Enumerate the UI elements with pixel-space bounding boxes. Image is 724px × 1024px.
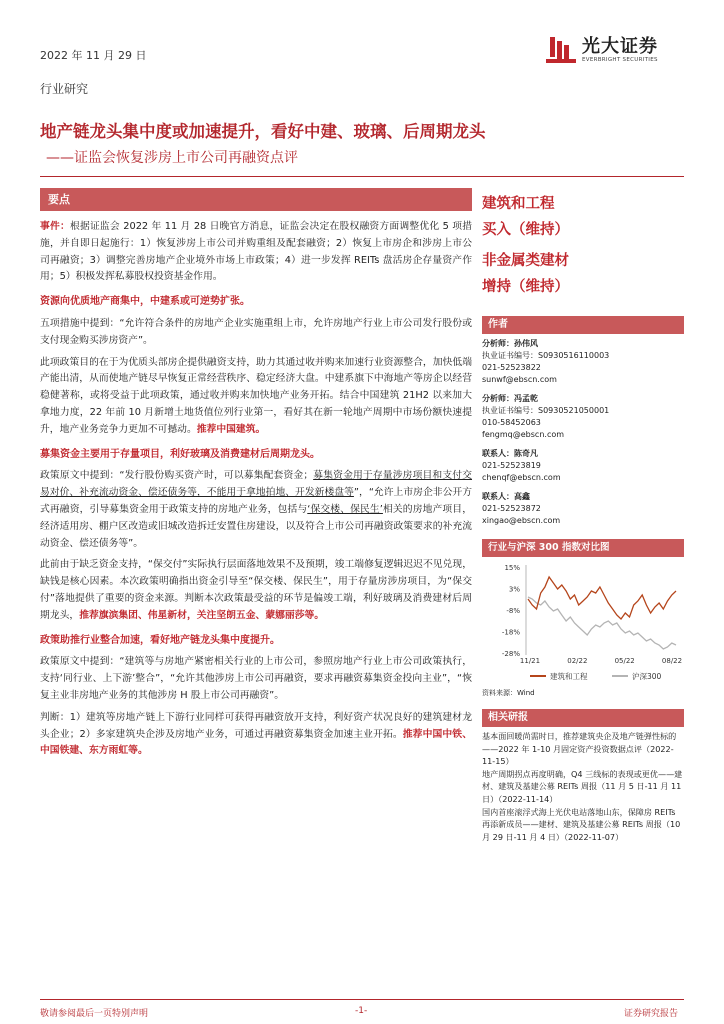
event-paragraph	[40, 219, 472, 286]
contact-role: 联系人：	[482, 492, 514, 501]
y-tick-label: 15%	[504, 564, 520, 572]
section1-recommendation: 推荐中国建筑。	[196, 423, 266, 435]
summary-heading: 要点	[40, 188, 472, 211]
logo-name-cn: 光大证券	[582, 36, 658, 57]
rating-1: 买入（维持）	[482, 222, 569, 238]
analyst-role: 分析师：	[482, 339, 514, 348]
section2-text-d: ‘保交楼、保民生’	[307, 503, 383, 515]
section1-paragraph1: 五项措施中提到：“允许符合条件的房地产企业实施重组上市，允许房地产行业上市公司发行股份或支付现金购买涉房资产”。	[40, 317, 472, 346]
event-text: 根据证监会 2022 年 11 月 28 日晚官方消息，证监会决定在股权融资方面调整优化 5 项措施，并自即日起施行：1）恢复涉房上市公司并购重组及配套融资；2）恢复上市房企和涉房上市公司再融资；3）调整完善房地产企业境外市场上市政策；4）进一步发挥 REITs 盘活房企存量资产作用；5）积极发挥私募股权投资基金作用。	[40, 221, 472, 283]
section2-paragraph2	[40, 557, 472, 624]
x-tick-label: 11/21	[519, 657, 541, 665]
contact-name: 陈奇凡	[514, 449, 538, 458]
footer-divider	[40, 999, 684, 1000]
legend-label: 沪深300	[632, 672, 662, 681]
y-tick-label: -8%	[506, 607, 520, 615]
legend-label: 建筑和工程	[550, 672, 588, 681]
related-item[interactable]: 国内首座滚浮式海上光伏电站落地山东，保障房 REITs 再添新成员——建材、建筑及基建公募 REITs 周报（10 月 29 日-11 月 4 日）（2022-11-07）	[482, 806, 681, 842]
y-tick-label: -28%	[501, 650, 520, 658]
section2-text-c: ”，“允许上市房企非公开方式再融资，引导募集资金用于政策支持的房地产业务，包括与	[40, 487, 472, 515]
section3-recommendation: 推荐中国中铁、中国铁建、东方雨虹等。	[40, 728, 473, 757]
page-number: -1-	[355, 1006, 368, 1016]
section2-text-e: 相关的房地产项目，经济适用房、棚户区改造或旧城改造拆迁安置住房建设，以及符合上市公司再融资政策要求的补充流动资金、偿还债务等”。	[40, 503, 472, 549]
report-category: 行业研究	[40, 82, 89, 96]
section3-heading: 政策助推行业整合加速，看好地产链龙头集中度提升。	[40, 634, 280, 646]
analyst-cert: 执业证书编号：S0930521050001	[482, 406, 610, 415]
analyst-email[interactable]: sunwf@ebscn.com	[482, 375, 557, 384]
series-line-industry	[528, 577, 676, 619]
analyst-phone: 021-52523822	[482, 363, 541, 372]
x-tick-label: 02/22	[567, 657, 588, 665]
main-column	[40, 188, 472, 760]
contact-phone: 021-52523872	[482, 504, 541, 513]
author-heading: 作者	[482, 316, 684, 334]
contact-email[interactable]: chenqf@ebscn.com	[482, 473, 561, 482]
everbright-logo-icon	[546, 35, 576, 65]
section2-heading: 募集资金主要用于存量项目，利好玻璃及消费建材后周期龙头。	[40, 448, 320, 460]
y-tick-label: 3%	[508, 585, 520, 594]
related-item[interactable]: 基本面回暖尚需时日，推荐建筑央企及地产链弹性标的——2022 年 1-10 月固定资产投资数据点评（2022-11-15）	[482, 731, 677, 767]
footer-disclaimer: 敬请参阅最后一页特别声明	[40, 1009, 149, 1019]
contact-1	[482, 448, 684, 484]
y-tick-label: -18%	[501, 628, 520, 637]
report-subtitle: ——证监会恢复涉房上市公司再融资点评	[46, 150, 298, 166]
section2-text-b: 募集资金用于存量涉房项目和支付交易对价、补充流动资金、偿还债务等，不能用于拿地拍地、开发新楼盘等	[40, 470, 473, 499]
analyst-email[interactable]: fengmq@ebscn.com	[482, 430, 565, 439]
title-divider	[40, 176, 684, 177]
report-date: 2022 年 11 月 29 日	[40, 49, 147, 62]
analyst-2	[482, 393, 684, 441]
series-line-hs300	[528, 597, 676, 649]
rating-2: 增持（维持）	[482, 279, 569, 295]
contact-name: 高鑫	[514, 492, 530, 501]
industry-2: 非金属类建材	[482, 253, 569, 269]
index-comparison-chart	[482, 559, 684, 687]
contact-role: 联系人：	[482, 449, 514, 458]
contact-phone: 021-52523819	[482, 461, 541, 470]
related-list	[482, 730, 684, 843]
logo-name-en: EVERBRIGHT SECURITIES	[582, 57, 658, 63]
section2-recommendation: 推荐旗滨集团、伟星新材，关注坚朗五金、蒙娜丽莎等。	[79, 609, 325, 621]
section2-paragraph1	[40, 468, 472, 552]
analyst-name: 冯孟乾	[514, 394, 538, 403]
industry-1: 建筑和工程	[482, 196, 555, 212]
x-tick-label: 05/22	[614, 657, 635, 665]
event-label: 事件：	[40, 221, 70, 232]
logo	[546, 35, 658, 65]
sidebar	[482, 188, 684, 843]
contact-email[interactable]: xingao@ebscn.com	[482, 516, 561, 525]
chart-title: 行业与沪深 300 指数对比图	[482, 539, 684, 557]
contact-2	[482, 491, 684, 527]
section1-heading: 资源向优质地产商集中，中建系或可逆势扩张。	[40, 296, 250, 308]
section1-paragraph2-text: 此项政策目的在于为优质头部房企提供融资支持，助力其通过收并购来加速行业资源整合，加快低端产能出清，从而使地产链尽早恢复正常经营秩序、稳定经济大盘。中建系旗下中海地产等房企以经营稳健著称，或将受益于此项政策，通过收并购来加快地产业务开拓。结合中国建筑 21H2 以来加大拿地力度，22 年前 10 月新增土地货值位列行业第一，看好其在新一轮地产周期中市场份额快速提升，地产业务竞争力更加不可撼动。	[40, 356, 472, 435]
chart-source: 资料来源：Wind	[482, 689, 535, 697]
section3-paragraph2	[40, 710, 472, 760]
analyst-1	[482, 338, 684, 386]
analyst-phone: 010-58452063	[482, 418, 541, 427]
analyst-cert: 执业证书编号：S0930516110003	[482, 351, 610, 360]
section2-paragraph2-text: 此前由于缺乏资金支持，“保交付”实际执行层面落地效果不及预期，竣工端修复逻辑迟迟不见兑现，缺钱是核心因素。本次政策明确指出资金引导至“保交楼、保民生”，用于存量房涉房项目，为“保交付”落地提供了重要的资金来源。判断本次政策最受益的环节是偏竣工端，利好玻璃及消费建材后周期龙头，	[40, 559, 472, 621]
section2-text-a: 政策原文中提到：“发行股份购买资产时，可以募集配套资金；	[40, 470, 314, 482]
section3-paragraph1: 政策原文中提到：“建筑等与房地产紧密相关行业的上市公司，参照房地产行业上市公司政策执行，支持‘同行业、上下游’整合”，“允许其他涉房上市公司再融资，要求再融资募集资金投向主业”，“恢复主业非房地产业务的其他涉房 H 股上市公司再融资”。	[40, 656, 472, 701]
x-tick-label: 08/22	[661, 657, 683, 665]
analyst-role: 分析师：	[482, 394, 514, 403]
section1-paragraph2	[40, 355, 472, 439]
related-heading: 相关研报	[482, 709, 684, 727]
report-title: 地产链龙头集中度或加速提升，看好中建、玻璃、后周期龙头	[40, 122, 486, 141]
footer-report-type: 证券研究报告	[624, 1009, 679, 1019]
related-item[interactable]: 地产周期拐点再度明确，Q4 三线标的表现或更优——建材、建筑及基建公募 REITs 周报（11 月 5 日-11 月 11 日）（2022-11-14）	[482, 768, 683, 804]
section3-paragraph2-text: 判断：1）建筑等房地产链上下游行业同样可获得再融资放开支持，利好资产状况良好的建筑建材龙头企业；2）多家建筑央企涉及房地产业务，可通过再融资募集资金加速主业开拓。	[40, 711, 472, 740]
analyst-name: 孙伟风	[514, 339, 538, 348]
